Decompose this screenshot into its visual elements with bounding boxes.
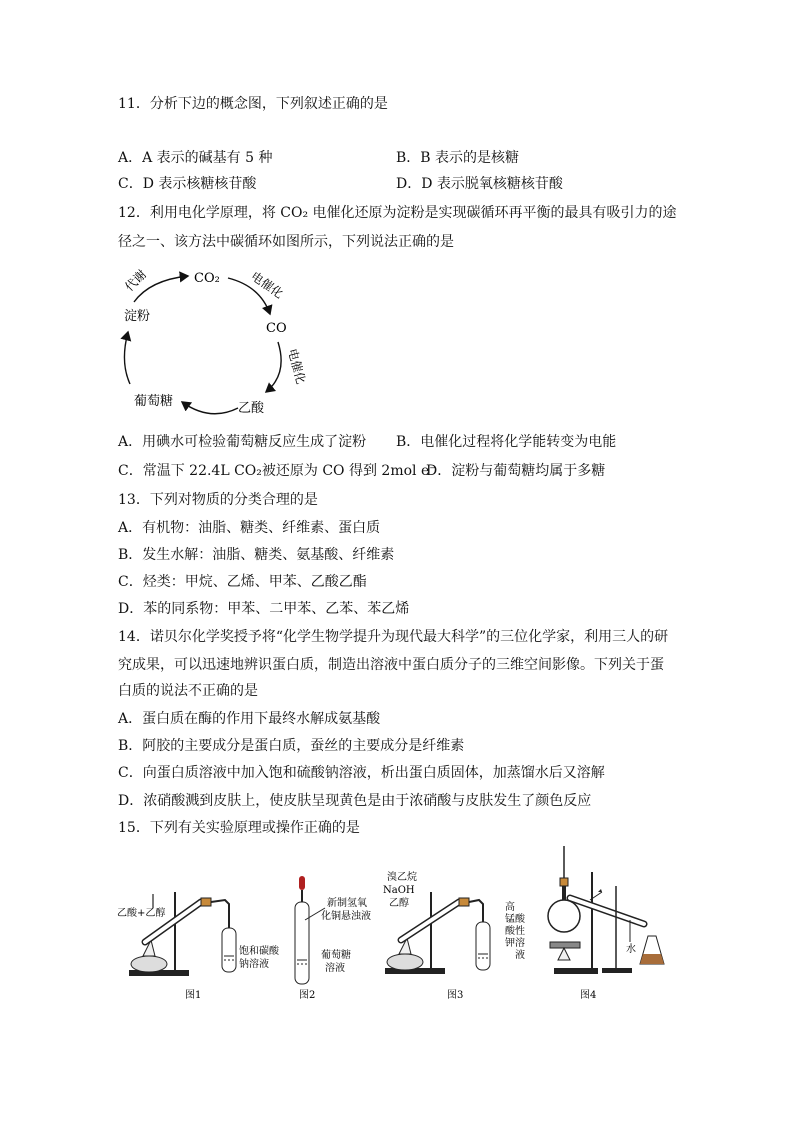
figure-1-apparatus xyxy=(115,870,279,1005)
fig2-solution-label-2: 溶液 xyxy=(325,963,345,974)
fig1-caption: 图1 xyxy=(185,990,202,1001)
fig3-solution-char-7: 溶 xyxy=(515,938,525,949)
arrow-co-to-acetic xyxy=(266,342,281,392)
node-glucose: 葡萄糖 xyxy=(134,394,174,409)
figure-3-apparatus xyxy=(375,858,525,1005)
fig3-solution-char-1: 高 xyxy=(505,902,515,913)
q15-stem: 15．下列有关实验原理或操作正确的是 xyxy=(118,820,360,836)
q11-option-a: A．A 表示的碱基有 5 种 xyxy=(118,150,273,166)
q12-option-a: A．用碘水可检验葡萄糖反应生成了淀粉 xyxy=(118,434,367,450)
label-electrocatalysis-2: 电催化 xyxy=(285,347,308,386)
carbon-cycle-diagram xyxy=(110,262,310,432)
fig4-water-label: 水 xyxy=(626,944,636,955)
figure-4-apparatus xyxy=(540,842,680,1005)
fig1-reagent-label: 乙酸+乙醇 xyxy=(117,908,166,919)
node-starch: 淀粉 xyxy=(124,309,151,324)
fig3-solution-char-5: 酸 xyxy=(515,914,525,925)
q13-option-a: A．有机物：油脂、糖类、纤维素、蛋白质 xyxy=(118,520,381,536)
fig3-caption: 图3 xyxy=(447,990,464,1001)
q13-option-c: C．烃类：甲烷、乙烯、甲苯、乙酸乙酯 xyxy=(118,574,367,590)
figure-2-apparatus xyxy=(285,868,375,1005)
label-electrocatalysis-1: 电催化 xyxy=(248,268,286,302)
q14-option-a: A．蛋白质在酶的作用下最终水解成氨基酸 xyxy=(118,711,381,727)
q13-option-b: B．发生水解：油脂、糖类、氨基酸、纤维素 xyxy=(118,547,395,563)
node-acetic-acid: 乙酸 xyxy=(238,401,265,416)
arrow-acetic-to-glucose xyxy=(182,402,238,414)
fig3-solution-char-3: 酸 xyxy=(505,926,515,937)
node-co2: CO₂ xyxy=(194,271,220,286)
q11-option-b: B．B 表示的是核糖 xyxy=(396,150,520,166)
q14-option-d: D．浓硝酸溅到皮肤上，使皮肤呈现黄色是由于浓硝酸与皮肤发生了颜色反应 xyxy=(118,793,592,809)
q12-stem-line1: 12．利用电化学原理，将 CO₂ 电催化还原为淀粉是实现碳循环再平衡的最具有吸引力的途 xyxy=(118,205,677,221)
q14-stem-line3: 白质的说法不正确的是 xyxy=(118,683,258,699)
fig2-caption: 图2 xyxy=(299,990,316,1001)
fig1-solution-label-1: 饱和碳酸 xyxy=(239,946,279,957)
q11-option-d: D．D 表示脱氧核糖核苷酸 xyxy=(396,176,563,192)
q13-stem: 13．下列对物质的分类合理的是 xyxy=(118,492,318,508)
q11-option-c: C．D 表示核糖核苷酸 xyxy=(118,176,257,192)
q14-option-b: B．阿胶的主要成分是蛋白质，蚕丝的主要成分是纤维素 xyxy=(118,738,465,754)
fig3-reagent-label-1: 溴乙烷 xyxy=(387,872,417,883)
arrow-glucose-to-starch xyxy=(124,332,130,384)
fig3-solution-char-6: 性 xyxy=(515,926,525,937)
q14-stem-line2: 究成果，可以迅速地辨识蛋白质，制造出溶液中蛋白质分子的三维空间影像。下列关于蛋 xyxy=(118,657,664,673)
q11-stem: 11．分析下边的概念图，下列叙述正确的是 xyxy=(118,96,388,112)
q12-option-b: B．电催化过程将化学能转变为电能 xyxy=(396,434,617,450)
label-metabolism: 代谢 xyxy=(122,267,150,295)
fig3-reagent-label-3: 乙醇 xyxy=(389,898,409,909)
fig2-reagent-label-1: 新制氢氧 xyxy=(327,898,367,909)
fig2-reagent-label-2: 化铜悬浊液 xyxy=(321,911,371,922)
q12-stem-line2: 径之一、该方法中碳循环如图所示，下列说法正确的是 xyxy=(118,234,454,250)
q14-option-c: C．向蛋白质溶液中加入饱和硫酸钠溶液，析出蛋白质固体，加蒸馏水后又溶解 xyxy=(118,765,605,781)
q12-option-d: D．淀粉与葡萄糖均属于多糖 xyxy=(426,463,606,479)
fig1-solution-label-2: 钠溶液 xyxy=(239,959,269,970)
fig3-solution-char-4: 钾 xyxy=(505,938,515,949)
q12-option-c: C．常温下 22.4L CO₂被还原为 CO 得到 2mol e⁻ xyxy=(118,463,437,479)
fig3-solution-char-2: 锰 xyxy=(505,914,515,925)
node-co: CO xyxy=(266,321,287,336)
fig4-caption: 图4 xyxy=(580,990,597,1001)
fig3-reagent-label-2: NaOH xyxy=(383,885,415,896)
fig2-solution-label-1: 葡萄糖 xyxy=(321,950,351,961)
q13-option-d: D．苯的同系物：甲苯、二甲苯、乙苯、苯乙烯 xyxy=(118,601,410,617)
fig3-solution-char-8: 液 xyxy=(515,950,525,961)
q14-stem-line1: 14．诺贝尔化学奖授予将“化学生物学提升为现代最大科学”的三位化学家，利用三人的研 xyxy=(118,629,669,645)
